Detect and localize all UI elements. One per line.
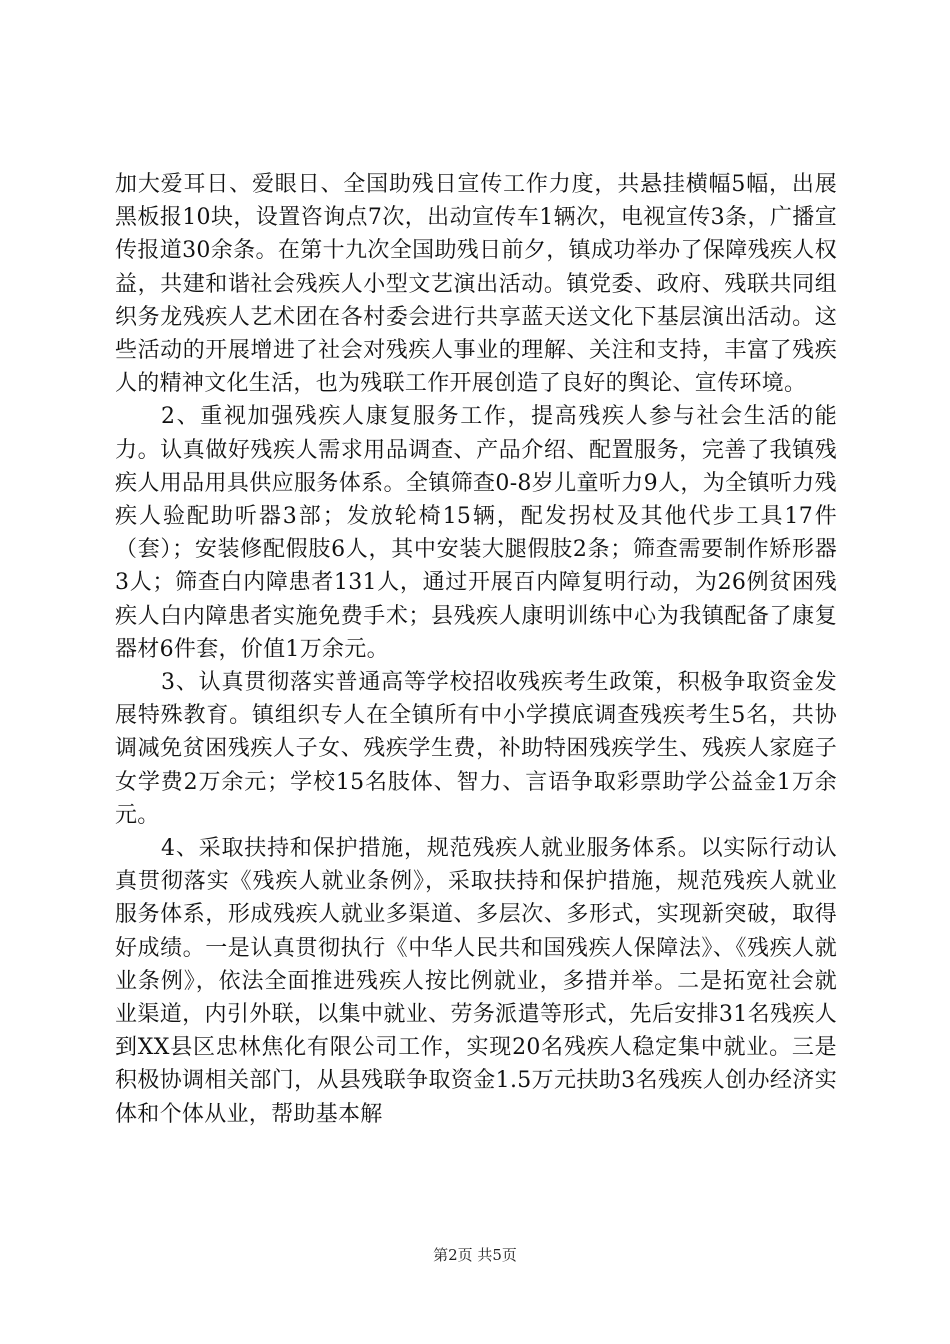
paragraph-1: 加大爱耳日、爱眼日、全国助残日宣传工作力度，共悬挂横幅5幅，出展黑板报10块，设置咨询点7次，出动宣传车1辆次，电视宣传3条，广播宣传报道30余条。在第十九次全国助残日前夕，镇成功举办了保障残疾人权益，共建和谐社会残疾人小型文艺演出活动。镇党委、政府、残联共同组织务龙残疾人艺术团在各村委会进行共享蓝天送文化下基层演出活动。这些活动的开展增进了社会对残疾人事业的理解、关注和支持，丰富了残疾人的精神文化生活，也为残联工作开展创造了良好的舆论、宣传环境。 <box>115 172 837 397</box>
paragraph-2: 2、重视加强残疾人康复服务工作，提高残疾人参与社会生活的能力。认真做好残疾人需求用品调查、产品介绍、配置服务，完善了我镇残疾人用品用具供应服务体系。全镇筛查0-8岁儿童听力9人，为全镇听力残疾人验配助听器3部；发放轮椅15辆，配发拐杖及其他代步工具17件（套）；安装修配假肢6人，其中安装大腿假肢2条；筛查需要制作矫形器3人；筛查白内障患者131人，通过开展百内障复明行动，为26例贫困残疾人白内障患者实施免费手术；县残疾人康明训练中心为我镇配备了康复器材6件套，价值1万余元。 <box>115 404 837 662</box>
document-body <box>115 168 837 1131</box>
paragraph-3: 3、认真贯彻落实普通高等学校招收残疾考生政策，积极争取资金发展特殊教育。镇组织专人在全镇所有中小学摸底调查残疾考生5名，共协调减免贫困残疾人子女、残疾学生费，补助特困残疾学生、残疾人家庭子女学费2万余元；学校15名肢体、智力、言语争取彩票助学公益金1万余元。 <box>115 670 837 828</box>
paragraph-4: 4、采取扶持和保护措施，规范残疾人就业服务体系。以实际行动认真贯彻落实《残疾人就业条例》，采取扶持和保护措施，规范残疾人就业服务体系，形成残疾人就业多渠道、多层次、多形式，实现新突破，取得好成绩。一是认真贯彻执行《中华人民共和国残疾人保障法》、《残疾人就业条例》，依法全面推进残疾人按比例就业，多措并举。二是拓宽社会就业渠道，内引外联，以集中就业、劳务派遣等形式，先后安排31名残疾人到XX县区忠林焦化有限公司工作，实现20名残疾人稳定集中就业。三是积极协调相关部门，从县残联争取资金1.5万元扶助3名残疾人创办经济实体和个体从业，帮助基本解 <box>115 836 837 1127</box>
page-footer: 第2页 共5页 <box>433 1246 517 1264</box>
